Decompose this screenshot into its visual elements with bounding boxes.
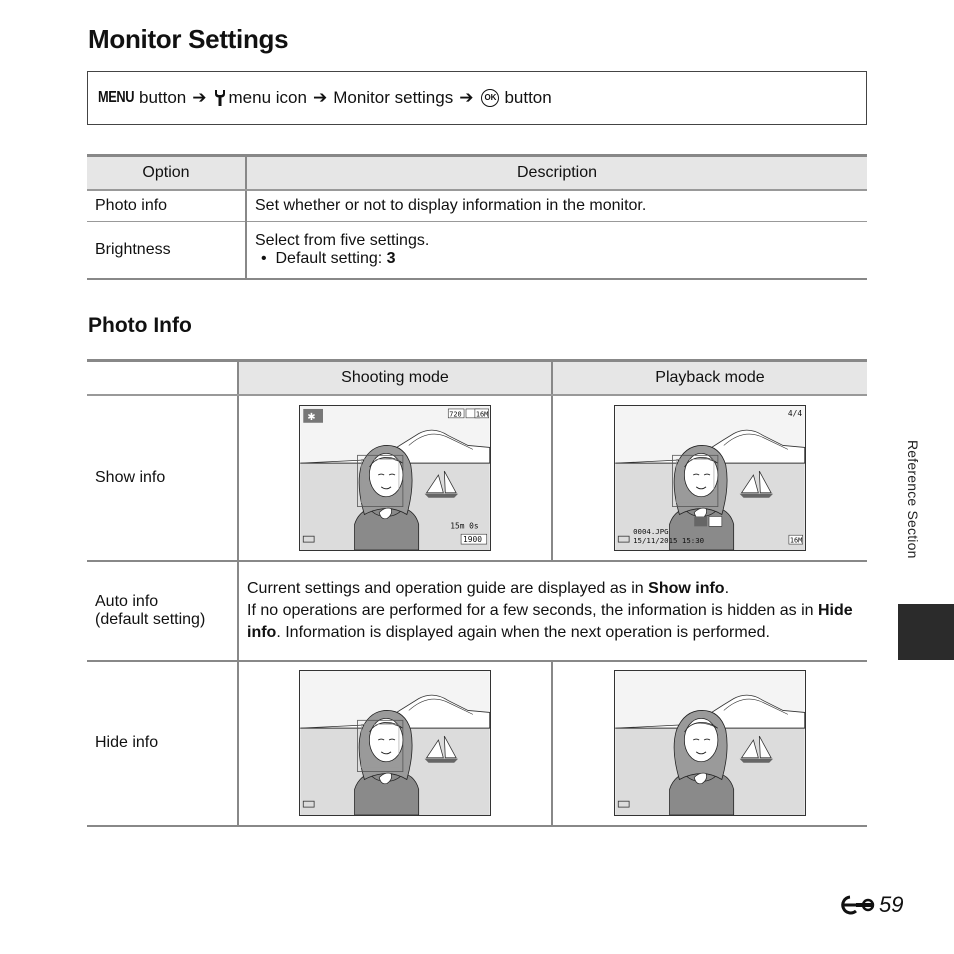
auto-info-text: . [724, 579, 730, 597]
playback-hide-info-screen [614, 670, 806, 816]
show-info-ref: Show info [648, 579, 725, 597]
table-row [87, 222, 867, 279]
auto-info-text: Current settings and operation guide are displayed as in [247, 579, 649, 597]
options-table [87, 154, 867, 280]
default-setting-bullet: • Default setting: 3 [261, 249, 396, 267]
menu-path-step-1: button [139, 88, 187, 107]
wrench-icon [214, 89, 226, 107]
menu-path-step-2: menu icon [228, 88, 307, 107]
shooting-hide-info-screen [299, 670, 491, 816]
table-row [87, 395, 867, 561]
option-description: Set whether or not to display information in the monitor. [246, 190, 867, 222]
remaining-shots: 1900 [463, 534, 483, 544]
remaining-time: 15m 0s [450, 520, 479, 530]
page-title: Monitor Settings [88, 24, 289, 54]
file-name: 0004.JPG [633, 526, 669, 536]
page-number [838, 892, 903, 918]
column-header-playback: Playback mode [552, 361, 867, 395]
default-setting-value: 3 [386, 249, 396, 267]
option-description: Select from five settings. [255, 231, 430, 249]
arrow-right-icon: ➔ [312, 88, 328, 107]
reference-section-icon [838, 895, 878, 915]
option-description-cell [246, 222, 867, 279]
ok-button-icon: OK [481, 89, 499, 107]
page-number-value: 59 [879, 892, 904, 917]
option-name: Brightness [87, 222, 246, 279]
auto-info-text: . Information is displayed again when the next operation is performed. [276, 623, 770, 641]
table-row [87, 661, 867, 826]
image-size-label: 16M [789, 536, 803, 545]
menu-path-box [87, 71, 867, 125]
auto-info-text: If no operations are performed for a few seconds, the information is hidden as in [247, 601, 818, 619]
section-title: Photo Info [88, 314, 192, 337]
arrow-right-icon: ➔ [459, 88, 474, 107]
auto-info-description [238, 561, 867, 661]
playback-show-info-screen [614, 405, 806, 551]
row-label-show-info: Show info [87, 395, 238, 561]
table-row [87, 561, 867, 661]
arrow-right-icon: ➔ [192, 88, 207, 107]
shooting-show-info-screen [299, 405, 491, 551]
auto-info-label: Auto info [95, 592, 159, 610]
capture-datetime: 15/11/2015 15:30 [633, 535, 705, 545]
column-header-description: Description [246, 156, 867, 190]
default-setting-prefix: Default setting: [275, 249, 387, 267]
column-header-shooting: Shooting mode [238, 361, 552, 395]
menu-button-glyph: MENU [98, 89, 135, 106]
svg-text:✱: ✱ [307, 411, 316, 423]
image-size-label: 16M [475, 409, 489, 418]
photo-info-table [87, 359, 867, 827]
table-row [87, 190, 867, 222]
column-header-blank [87, 361, 238, 395]
hide-info-ref: Hide info [247, 601, 853, 641]
row-label-auto-info [87, 561, 238, 661]
menu-path-step-3: Monitor settings [333, 88, 454, 107]
option-name: Photo info [87, 190, 246, 222]
section-tab-marker [898, 604, 954, 660]
side-section-label: Reference Section [905, 440, 921, 559]
row-label-hide-info: Hide info [87, 661, 238, 826]
column-header-option: Option [87, 156, 246, 190]
frame-counter: 4/4 [787, 408, 803, 418]
auto-info-default-note: (default setting) [95, 610, 206, 628]
menu-path-step-4: button [504, 88, 552, 107]
resolution-label: 720 [449, 409, 462, 418]
